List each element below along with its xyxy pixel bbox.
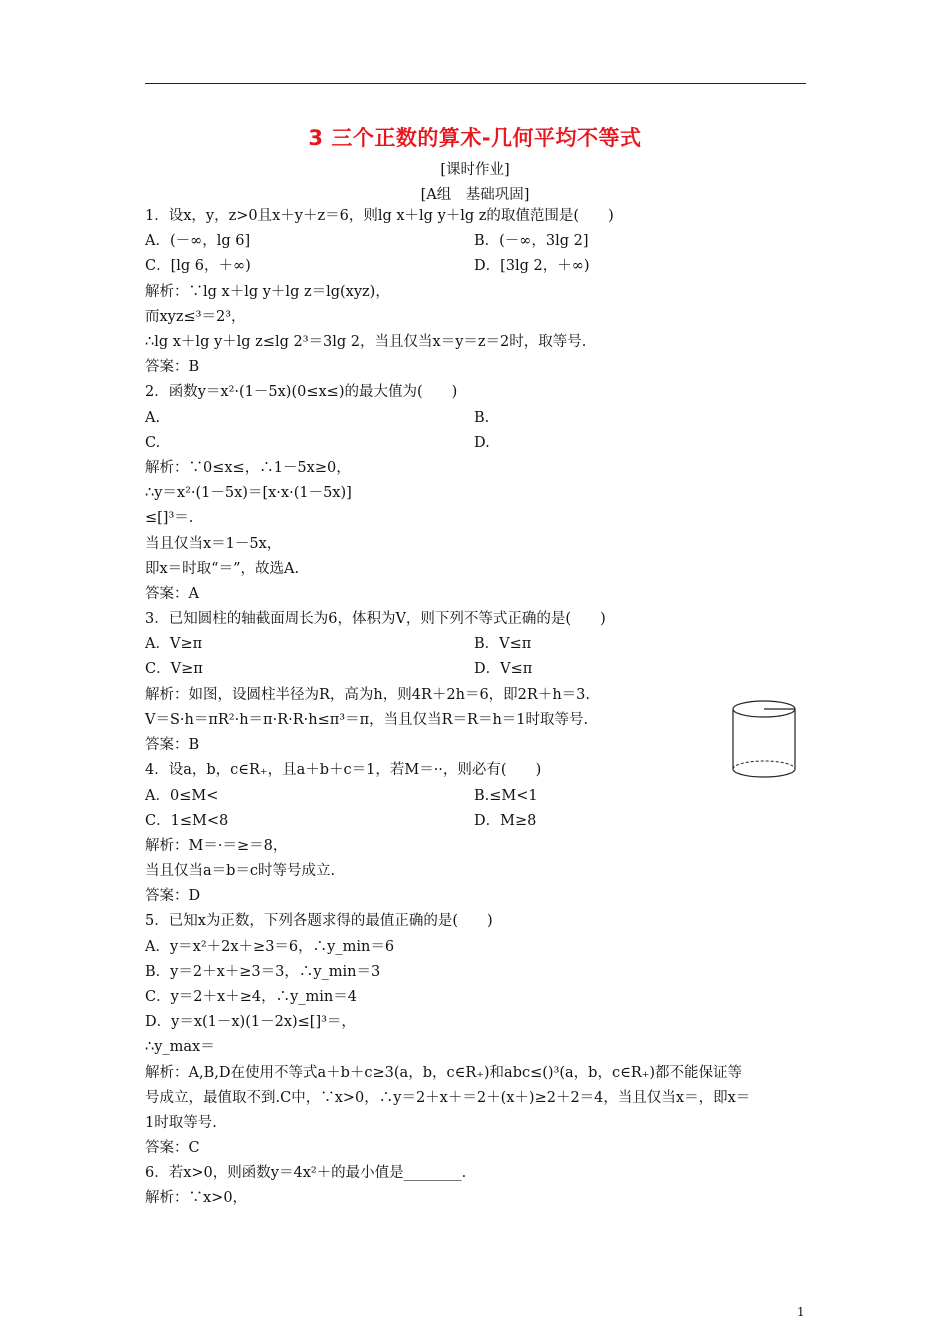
text-line: 即x＝时取“＝”，故选A. <box>145 561 300 577</box>
text-line: C．V≥π <box>145 661 203 677</box>
text-line: 答案：A <box>145 586 199 602</box>
text-line: 解析：如图，设圆柱半径为R，高为h，则4R＋2h＝6，即2R＋h＝3. <box>145 687 591 703</box>
text-line: 答案：C <box>145 1140 200 1156</box>
text-line: A．V≥π <box>145 636 203 652</box>
text-line: 5．已知x为正数，下列各题求得的最值正确的是( ) <box>145 913 493 929</box>
text-line: 当且仅当a＝b＝c时等号成立. <box>145 863 336 879</box>
text-line: D．[3lg 2，＋∞) <box>474 258 590 274</box>
text-line: V＝S·h＝πR²·h＝π·R·R·h≤π³＝π，当且仅当R＝R＝h＝1时取等号. <box>145 712 589 728</box>
text-line: C．1≤M<8 <box>145 813 229 829</box>
text-line: ∴y＝x²·(1－5x)＝[x·x·(1－5x)] <box>145 485 352 501</box>
text-line: C．y＝2＋x＋≥4，∴y_min＝4 <box>145 989 357 1005</box>
text-line: B. <box>474 410 490 426</box>
text-line: 答案：B <box>145 737 200 753</box>
text-line: B．V≤π <box>474 636 532 652</box>
text-line: D．V≤π <box>474 661 533 677</box>
cylinder-figure <box>731 700 801 782</box>
text-line: 2．函数y＝x²·(1－5x)(0≤x≤)的最大值为( ) <box>145 384 458 400</box>
text-line: B．(－∞，3lg 2] <box>474 233 589 249</box>
text-line: ∴y_max＝ <box>145 1039 215 1055</box>
text-line: 而xyz≤³＝2³， <box>145 309 246 325</box>
text-line: A. <box>145 410 161 426</box>
text-line: D．M≥8 <box>474 813 537 829</box>
subtitle-homework: [课时作业] <box>440 162 510 178</box>
text-line: 解析：A,B,D在使用不等式a＋b＋c≥3(a，b，c∈R₊)和abc≤()³(a，b，c∈R₊)都不能保证等 <box>145 1065 743 1081</box>
text-line: 号成立，最值取不到.C中，∵x>0，∴y＝2＋x＋＝2＋(x＋)≥2＋2＝4，当且仅当x＝，即x＝ <box>145 1090 751 1106</box>
text-line: 解析：∵lg x＋lg y＋lg z＝lg(xyz)， <box>145 284 390 300</box>
text-line: 3．已知圆柱的轴截面周长为6，体积为V，则下列不等式正确的是( ) <box>145 611 606 627</box>
text-line: B．y＝2＋x＋≥3＝3，∴y_min＝3 <box>145 964 381 980</box>
text-line: 答案：D <box>145 888 201 904</box>
subtitle-group-a: [A组 基础巩固] <box>420 187 530 203</box>
text-line: 4．设a，b，c∈R₊，且a＋b＋c＝1，若M＝··，则必有( ) <box>145 762 542 778</box>
text-line: 1时取等号. <box>145 1115 217 1131</box>
text-line: 答案：B <box>145 359 200 375</box>
text-line: B.≤M<1 <box>474 788 538 804</box>
text-line: 当且仅当x＝1－5x， <box>145 536 282 552</box>
text-line: A．(－∞，lg 6] <box>145 233 251 249</box>
text-line: C. <box>145 435 161 451</box>
page-title: 3 三个正数的算术-几何平均不等式 <box>308 126 642 150</box>
header-rule <box>145 83 806 84</box>
page-number: 1 <box>797 1305 805 1319</box>
text-line: ∴lg x＋lg y＋lg z≤lg 2³＝3lg 2，当且仅当x＝y＝z＝2时，取等号. <box>145 334 587 350</box>
text-line: 1．设x，y，z>0且x＋y＋z＝6，则lg x＋lg y＋lg z的取值范围是( ) <box>145 208 614 224</box>
text-line: 解析：∵x>0， <box>145 1190 248 1206</box>
text-line: A．y＝x²＋2x＋≥3＝6，∴y_min＝6 <box>145 939 395 955</box>
text-line: 解析：∵0≤x≤，∴1－5x≥0， <box>145 460 351 476</box>
text-line: 6．若x>0，则函数y＝4x²＋的最小值是________. <box>145 1165 467 1181</box>
text-line: D．y＝x(1－x)(1－2x)≤[]³＝， <box>145 1014 356 1030</box>
text-line: D. <box>474 435 490 451</box>
text-line: C．[lg 6，＋∞) <box>145 258 251 274</box>
text-line: 解析：M＝·＝≥＝8， <box>145 838 288 854</box>
text-line: A．0≤M< <box>145 788 219 804</box>
text-line: ≤[]³＝. <box>145 510 194 526</box>
